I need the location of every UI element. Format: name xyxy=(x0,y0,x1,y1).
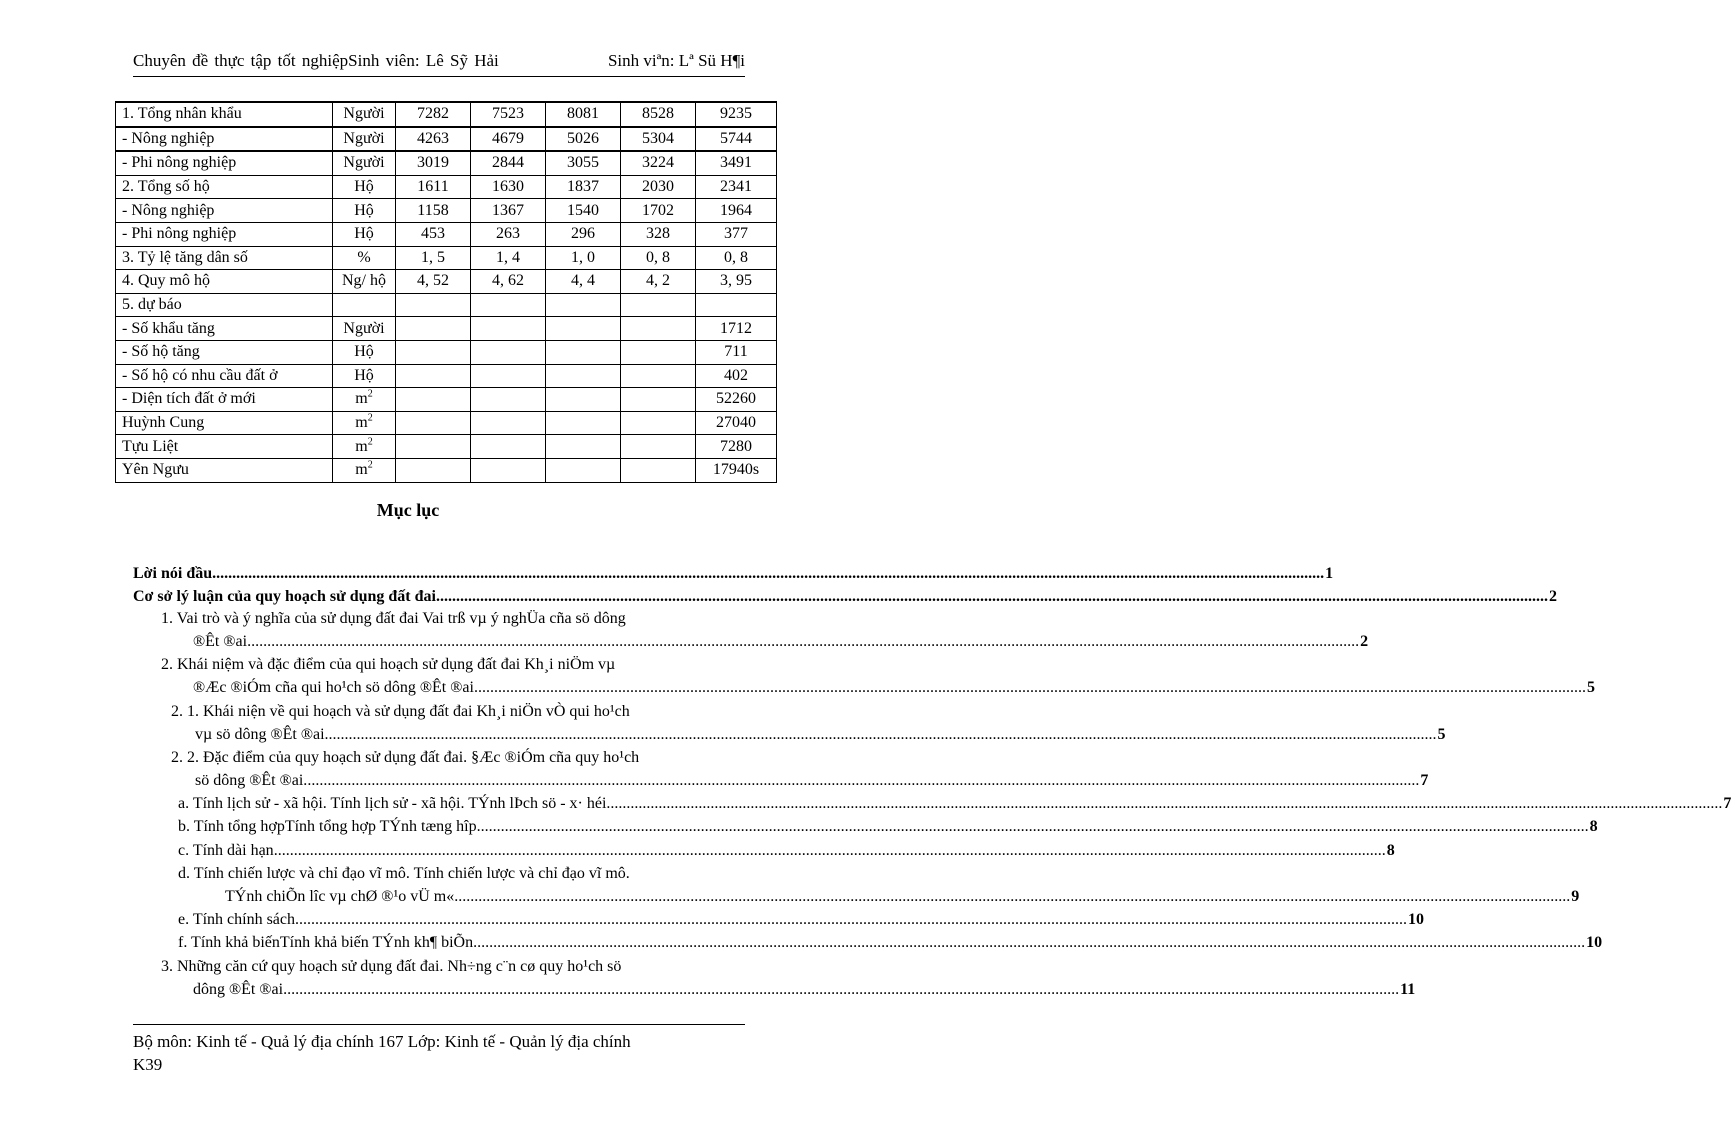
value-cell: 4, 62 xyxy=(471,270,546,294)
value-cell: 5026 xyxy=(546,127,621,152)
unit-text: m xyxy=(355,437,368,455)
value-cell: 0, 8 xyxy=(621,246,696,270)
unit-text: Người xyxy=(343,129,385,147)
toc-leader-dots xyxy=(477,816,1589,838)
value-cell xyxy=(396,340,471,364)
row-unit xyxy=(333,340,396,364)
value-cell: 0, 8 xyxy=(696,246,777,270)
value-cell: 4679 xyxy=(471,127,546,152)
toc-page-number: 10 xyxy=(1586,934,1603,951)
page-header xyxy=(133,50,745,77)
toc-entry[interactable] xyxy=(133,724,1446,746)
value-cell: 17940s xyxy=(696,458,777,482)
toc-leader-dots xyxy=(436,586,1548,608)
value-cell: 4, 52 xyxy=(396,270,471,294)
value-cell: 52260 xyxy=(696,388,777,412)
table-row xyxy=(116,411,777,435)
unit-text: m xyxy=(355,390,368,408)
toc-entry[interactable] xyxy=(133,631,1369,653)
toc-title: Mục lục xyxy=(376,500,440,520)
row-unit xyxy=(333,127,396,152)
value-cell: 1611 xyxy=(396,175,471,199)
toc-entry-text: 2. 1. Khái niện về qui hoạch và sử dụng đất đai Kh¸i niÖn vÒ qui ho¹ch xyxy=(171,703,630,720)
toc-leader-dots xyxy=(325,724,1437,746)
value-cell: 3055 xyxy=(546,151,621,175)
toc-entry-text: 3. Những căn cứ quy hoạch sử dụng đất đai. Nh÷ng c¨n cø quy ho¹ch sö xyxy=(161,958,622,975)
row-label: 4. Quy mô hộ xyxy=(116,270,333,294)
row-unit xyxy=(333,246,396,270)
toc-entry[interactable] xyxy=(133,932,1603,954)
value-cell xyxy=(621,317,696,341)
row-unit xyxy=(333,364,396,388)
value-cell: 8081 xyxy=(546,102,621,127)
row-unit xyxy=(333,199,396,223)
value-cell xyxy=(471,411,546,435)
footer-line-1: Bộ môn: Kinh tế - Quả lý địa chính 167 Lớp: Kinh tế - Quản lý địa chính xyxy=(133,1032,631,1051)
toc-page-number: 11 xyxy=(1400,981,1416,998)
toc-entry-label: Cơ sở lý luận của quy hoạch sử dụng đất đai xyxy=(133,588,436,605)
value-cell xyxy=(471,364,546,388)
value-cell: 377 xyxy=(696,222,777,246)
toc-page-number: 10 xyxy=(1408,911,1425,928)
row-label: 3. Tỷ lệ tăng dân số xyxy=(116,246,333,270)
toc-leader-dots xyxy=(474,677,1586,699)
value-cell xyxy=(546,364,621,388)
value-cell: 2030 xyxy=(621,175,696,199)
table-row xyxy=(116,270,777,294)
toc-entry-label: sö dông ®Êt ®ai. xyxy=(195,772,308,789)
row-unit xyxy=(333,102,396,127)
unit-superscript: 2 xyxy=(367,389,373,401)
row-label: 2. Tổng số hộ xyxy=(116,175,333,199)
toc-entry-text: 1. Vai trò và ý nghĩa của sử dụng đất đai Vai trß vµ ý nghÜa cña sö dông xyxy=(161,610,626,627)
value-cell: 9235 xyxy=(696,102,777,127)
value-cell: 3491 xyxy=(696,151,777,175)
value-cell: 2844 xyxy=(471,151,546,175)
toc-page-number: 7 xyxy=(1723,795,1731,812)
toc-entry[interactable] xyxy=(133,886,1580,908)
value-cell: 27040 xyxy=(696,411,777,435)
toc-page-number: 2 xyxy=(1360,633,1369,650)
value-cell xyxy=(471,317,546,341)
value-cell xyxy=(471,293,546,317)
value-cell: 4, 2 xyxy=(621,270,696,294)
value-cell xyxy=(621,435,696,459)
value-cell xyxy=(621,458,696,482)
value-cell: 1367 xyxy=(471,199,546,223)
toc-page-number: 5 xyxy=(1586,679,1595,696)
toc-entry[interactable] xyxy=(133,816,1598,838)
row-unit xyxy=(333,270,396,294)
value-cell xyxy=(396,458,471,482)
row-label: Yên Ngưu xyxy=(116,458,333,482)
table-row xyxy=(116,340,777,364)
value-cell xyxy=(621,364,696,388)
value-cell xyxy=(546,435,621,459)
value-cell xyxy=(471,388,546,412)
row-unit xyxy=(333,293,396,317)
footer-line-2: K39 xyxy=(133,1055,163,1074)
value-cell xyxy=(621,411,696,435)
row-label: - Số hộ tăng xyxy=(116,340,333,364)
toc-page-number: 7 xyxy=(1420,772,1429,789)
table-row xyxy=(116,364,777,388)
value-cell xyxy=(621,293,696,317)
value-cell xyxy=(396,435,471,459)
value-cell xyxy=(621,388,696,412)
unit-text: Người xyxy=(343,154,385,172)
toc-leader-dots xyxy=(247,631,1359,653)
value-cell: 3, 95 xyxy=(696,270,777,294)
toc-entry[interactable] xyxy=(133,793,1731,815)
table-row xyxy=(116,222,777,246)
row-unit xyxy=(333,458,396,482)
value-cell: 1964 xyxy=(696,199,777,223)
value-cell xyxy=(471,458,546,482)
toc-entry-label: a. Tính lịch sử - xã hội. Tính lịch sử - xã hội. TÝnh lÞch sö - x· héi. xyxy=(178,795,611,812)
value-cell xyxy=(621,340,696,364)
value-cell: 7523 xyxy=(471,102,546,127)
toc-entry-label: ®Êt ®ai xyxy=(193,633,248,650)
value-cell: 1, 4 xyxy=(471,246,546,270)
value-cell: 3019 xyxy=(396,151,471,175)
value-cell: 1540 xyxy=(546,199,621,223)
row-label: - Số hộ có nhu cầu đất ở xyxy=(116,364,333,388)
table-row xyxy=(116,246,777,270)
value-cell xyxy=(546,293,621,317)
value-cell xyxy=(396,317,471,341)
table-row xyxy=(116,458,777,482)
table-row xyxy=(116,102,777,127)
value-cell xyxy=(546,411,621,435)
row-label: - Diện tích đất ở mới xyxy=(116,388,333,412)
row-unit xyxy=(333,151,396,175)
value-cell: 402 xyxy=(696,364,777,388)
value-cell: 1158 xyxy=(396,199,471,223)
value-cell: 1702 xyxy=(621,199,696,223)
unit-text: Hộ xyxy=(354,201,374,219)
toc-entry-label: TÝnh chiÕn lîc vµ chØ ®¹o vÜ m«. xyxy=(225,888,459,905)
row-unit xyxy=(333,388,396,412)
toc-entry-label: c. Tính dài hạn xyxy=(178,842,274,859)
value-cell: 8528 xyxy=(621,102,696,127)
toc-leader-dots xyxy=(473,932,1585,954)
row-unit xyxy=(333,222,396,246)
value-cell: 4263 xyxy=(396,127,471,152)
value-cell xyxy=(396,364,471,388)
header-left-text: Chuyên đề thực tập tốt nghiệpSinh viên: Lê Sỹ Hải xyxy=(133,51,499,70)
value-cell xyxy=(396,411,471,435)
unit-text: Người xyxy=(343,319,385,337)
toc-entry[interactable] xyxy=(133,979,1416,1001)
value-cell: 3224 xyxy=(621,151,696,175)
value-cell xyxy=(546,388,621,412)
toc-entry[interactable] xyxy=(133,563,1334,585)
footer-divider xyxy=(133,1024,745,1025)
toc-page-number: 5 xyxy=(1437,726,1446,743)
unit-text: Hộ xyxy=(354,366,374,384)
row-label: 1. Tổng nhân khẩu xyxy=(116,102,333,127)
value-cell: 453 xyxy=(396,222,471,246)
unit-superscript: 2 xyxy=(367,412,373,424)
toc-entry-label: b. Tính tổng hợpTính tổng hợp TÝnh tæng hîp xyxy=(178,818,477,835)
row-label: - Phi nông nghiệp xyxy=(116,151,333,175)
value-cell: 328 xyxy=(621,222,696,246)
row-label: 5. dự báo xyxy=(116,293,333,317)
unit-text: Hộ xyxy=(354,178,374,196)
value-cell: 263 xyxy=(471,222,546,246)
row-label: - Nông nghiệp xyxy=(116,127,333,152)
value-cell: 2341 xyxy=(696,175,777,199)
unit-text: Hộ xyxy=(354,343,374,361)
unit-text: m xyxy=(355,414,368,432)
toc-leader-dots xyxy=(212,563,1324,585)
toc-entry-label: dông ®Êt ®ai. xyxy=(193,981,288,998)
table-row xyxy=(116,293,777,317)
value-cell: 1, 0 xyxy=(546,246,621,270)
toc-page-number: 2 xyxy=(1548,588,1557,605)
unit-text: m xyxy=(355,461,368,479)
toc-leader-dots xyxy=(274,840,1386,862)
value-cell: 1630 xyxy=(471,175,546,199)
row-label: - Số khẩu tăng xyxy=(116,317,333,341)
row-label: - Phi nông nghiệp xyxy=(116,222,333,246)
value-cell: 711 xyxy=(696,340,777,364)
row-unit xyxy=(333,317,396,341)
unit-text: Ng/ hộ xyxy=(342,272,386,290)
toc-entry-label: ®Æc ®iÓm cña qui ho¹ch sö dông ®Êt ®ai xyxy=(193,679,474,696)
value-cell: 4, 4 xyxy=(546,270,621,294)
unit-superscript: 2 xyxy=(367,436,373,448)
value-cell: 1837 xyxy=(546,175,621,199)
page-footer xyxy=(133,1030,745,1076)
row-label: - Nông nghiệp xyxy=(116,199,333,223)
toc-entry[interactable] xyxy=(133,677,1595,699)
toc-entry[interactable] xyxy=(133,840,1395,862)
value-cell xyxy=(471,435,546,459)
toc-page-number: 9 xyxy=(1571,888,1580,905)
toc-page-number: 8 xyxy=(1386,842,1395,859)
toc-entry[interactable] xyxy=(133,586,1557,608)
value-cell xyxy=(696,293,777,317)
value-cell xyxy=(471,340,546,364)
toc-entry-label: vµ sö dông ®Êt ®ai xyxy=(195,726,325,743)
table-row xyxy=(116,175,777,199)
unit-text: % xyxy=(357,248,371,266)
row-label: Tựu Liệt xyxy=(116,435,333,459)
header-right-text: Sinh viªn: Lª Sü H¶i xyxy=(607,51,745,70)
value-cell: 7282 xyxy=(396,102,471,127)
value-cell: 5304 xyxy=(621,127,696,152)
row-label: Huỳnh Cung xyxy=(116,411,333,435)
toc-entry[interactable] xyxy=(133,909,1425,931)
table-row xyxy=(116,127,777,152)
toc-entry-label: f. Tính khả biếnTính khả biến TÝnh kh¶ biÕn xyxy=(178,934,474,951)
value-cell xyxy=(396,293,471,317)
toc-leader-dots xyxy=(295,909,1407,931)
toc-leader-dots xyxy=(610,793,1722,815)
toc-leader-dots xyxy=(458,886,1570,908)
table-row xyxy=(116,199,777,223)
unit-superscript: 2 xyxy=(367,459,373,471)
value-cell: 5744 xyxy=(696,127,777,152)
value-cell xyxy=(546,340,621,364)
toc-page-number: 8 xyxy=(1589,818,1598,835)
row-unit xyxy=(333,435,396,459)
value-cell: 7280 xyxy=(696,435,777,459)
toc-entry-label: e. Tính chính sách xyxy=(178,911,296,928)
unit-text: Hộ xyxy=(354,225,374,243)
unit-text: Người xyxy=(343,105,385,123)
value-cell xyxy=(546,317,621,341)
toc-leader-dots xyxy=(287,979,1399,1001)
value-cell: 1712 xyxy=(696,317,777,341)
toc-entry-text: 2. Khái niệm và đặc điểm của qui hoạch sử dụng đất đai Kh¸i niÖm vµ xyxy=(161,656,616,673)
toc-page-number: 1 xyxy=(1325,565,1334,582)
toc-leader-dots xyxy=(307,770,1419,792)
row-unit xyxy=(333,411,396,435)
table-row xyxy=(116,388,777,412)
value-cell xyxy=(396,388,471,412)
table-row xyxy=(116,317,777,341)
toc-entry-text: 2. 2. Đặc điểm của quy hoạch sử dụng đất đai. §Æc ®iÓm cña quy ho¹ch xyxy=(171,749,640,766)
value-cell xyxy=(546,458,621,482)
toc-entry[interactable] xyxy=(133,770,1429,792)
toc-entry-text: d. Tính chiến lược và chỉ đạo vĩ mô. Tính chiến lược và chỉ đạo vĩ mô. xyxy=(178,865,630,882)
population-table xyxy=(115,101,777,483)
row-unit xyxy=(333,175,396,199)
value-cell: 296 xyxy=(546,222,621,246)
toc-entry-label: Lời nói đầu xyxy=(133,565,213,582)
table-row xyxy=(116,435,777,459)
table-row xyxy=(116,151,777,175)
value-cell: 1, 5 xyxy=(396,246,471,270)
